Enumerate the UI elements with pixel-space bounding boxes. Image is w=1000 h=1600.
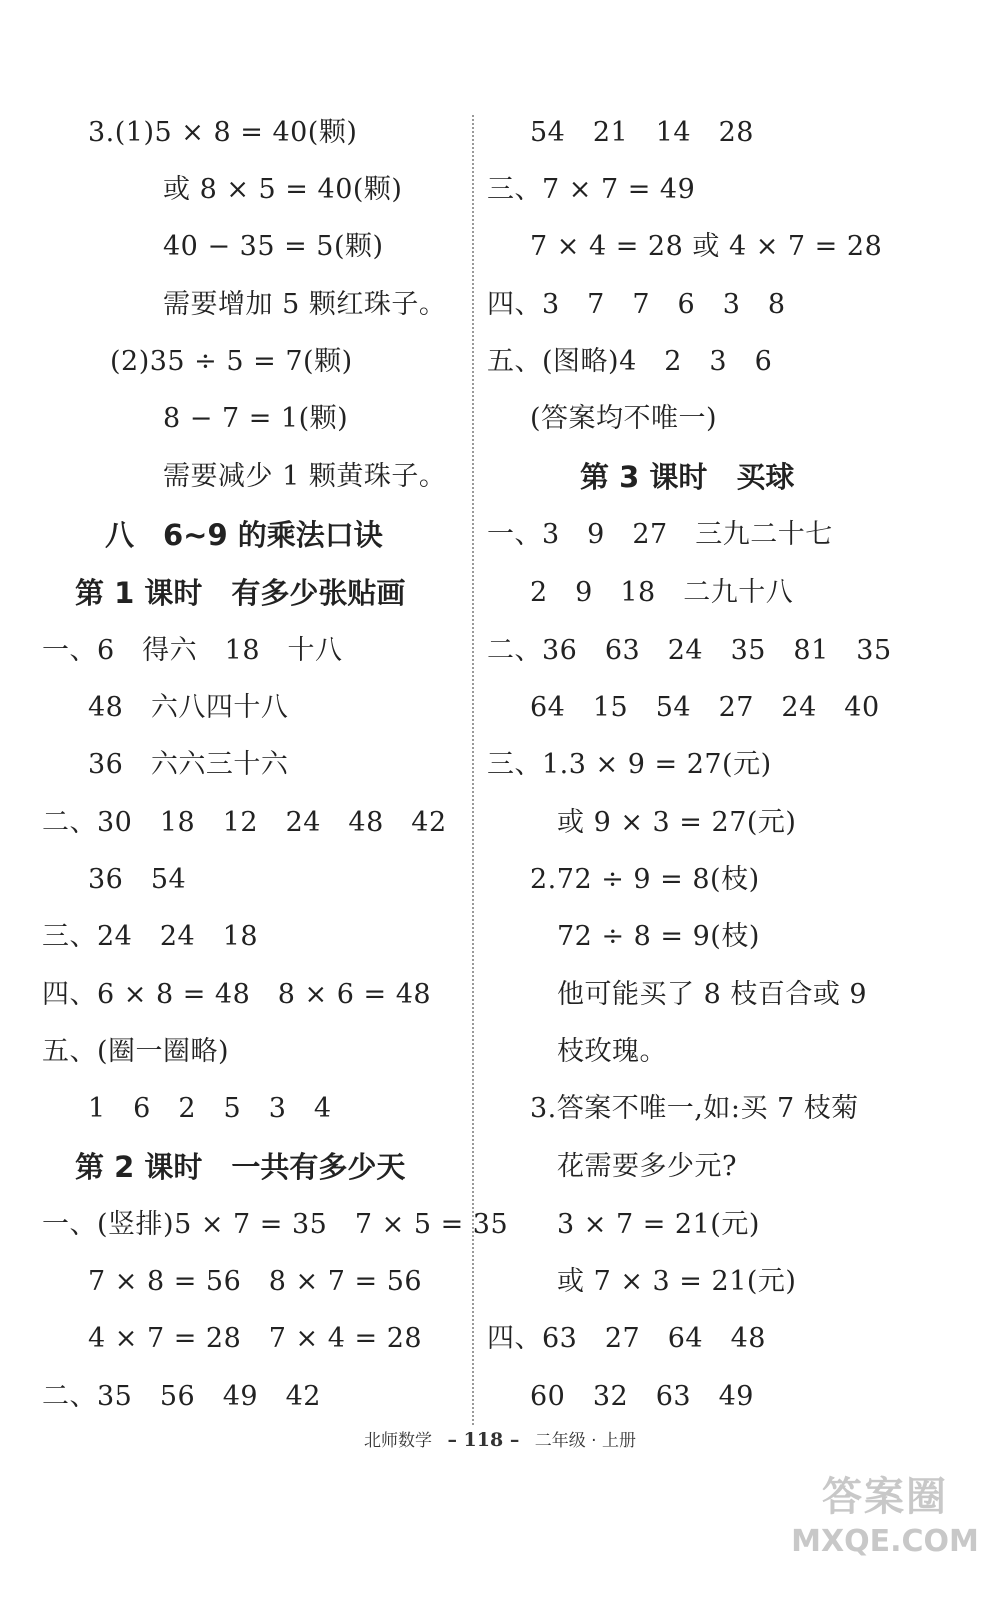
answer-line: 需要增加 5 颗红珠子。 xyxy=(163,289,447,320)
answer-line: 三、7 × 7 = 49 xyxy=(487,174,696,205)
answer-line: 枝玫瑰。 xyxy=(557,1036,667,1067)
answer-line: 或 7 × 3 = 21(元) xyxy=(557,1266,797,1297)
footer-grade: 二年级 · 上册 xyxy=(534,1431,636,1451)
answer-line: 他可能买了 8 枝百合或 9 xyxy=(557,979,868,1010)
answer-line: 3 × 7 = 21(元) xyxy=(557,1209,760,1240)
answer-line: 一、(竖排)5 × 7 = 35 7 × 5 = 35 xyxy=(42,1209,509,1240)
answer-line: 五、(圈一圈略) xyxy=(42,1036,230,1067)
lesson-heading: 第 3 课时 买球 xyxy=(580,460,795,494)
answer-line: 2 9 18 二九十八 xyxy=(530,577,794,608)
answer-line: 7 × 4 = 28 或 4 × 7 = 28 xyxy=(530,231,883,262)
answer-line: 48 六八四十八 xyxy=(88,692,289,723)
page-number: – 118 – xyxy=(447,1429,520,1451)
answer-line: 二、36 63 24 35 81 35 xyxy=(487,635,892,666)
answer-line: 4 × 7 = 28 7 × 4 = 28 xyxy=(88,1323,423,1354)
answer-line: 或 8 × 5 = 40(颗) xyxy=(163,174,403,205)
answer-line: 3.(1)5 × 8 = 40(颗) xyxy=(88,117,358,148)
answer-line: (2)35 ÷ 5 = 7(颗) xyxy=(110,346,353,377)
column-divider xyxy=(472,115,474,1425)
answer-line: 7 × 8 = 56 8 × 7 = 56 xyxy=(88,1266,423,1297)
watermark-url: MXQE.COM xyxy=(791,1524,979,1559)
answer-line: 36 54 xyxy=(88,864,187,895)
footer-subject: 北师数学 xyxy=(364,1431,433,1451)
unit-heading: 八 6~9 的乘法口诀 xyxy=(105,518,383,552)
answer-line: 四、6 × 8 = 48 8 × 6 = 48 xyxy=(42,979,432,1010)
answer-line: 一、3 9 27 三九二十七 xyxy=(487,519,833,550)
answer-line: 8 − 7 = 1(颗) xyxy=(163,403,349,434)
answer-line: 三、24 24 18 xyxy=(42,921,259,952)
answer-line: 54 21 14 28 xyxy=(530,117,754,148)
lesson-heading: 第 1 课时 有多少张贴画 xyxy=(75,576,406,610)
answer-line: (答案均不唯一) xyxy=(530,403,718,434)
answer-line: 72 ÷ 8 = 9(枝) xyxy=(557,921,760,952)
answer-line: 四、3 7 7 6 3 8 xyxy=(487,289,786,320)
answer-line: 40 − 35 = 5(颗) xyxy=(163,231,384,262)
watermark-logo-text: 答案圈 xyxy=(822,1474,948,1520)
answer-line: 三、1.3 × 9 = 27(元) xyxy=(487,749,772,780)
answer-line: 二、35 56 49 42 xyxy=(42,1381,321,1412)
answer-line: 64 15 54 27 24 40 xyxy=(530,692,880,723)
answer-line: 或 9 × 3 = 27(元) xyxy=(557,807,797,838)
answer-line: 四、63 27 64 48 xyxy=(487,1323,766,1354)
answer-line: 五、(图略)4 2 3 6 xyxy=(487,346,773,377)
watermark-logo xyxy=(790,1472,980,1582)
answer-line: 一、6 得六 18 十八 xyxy=(42,635,343,666)
answer-line: 60 32 63 49 xyxy=(530,1381,754,1412)
answer-line: 需要减少 1 颗黄珠子。 xyxy=(163,461,447,492)
lesson-heading: 第 2 课时 一共有多少天 xyxy=(75,1150,406,1184)
answer-line: 3.答案不唯一,如:买 7 枝菊 xyxy=(530,1093,859,1124)
answer-line: 36 六六三十六 xyxy=(88,749,289,780)
page-footer xyxy=(0,1426,1000,1451)
answer-line: 花需要多少元? xyxy=(557,1151,737,1182)
answer-line: 二、30 18 12 24 48 42 xyxy=(42,807,447,838)
answer-line: 2.72 ÷ 9 = 8(枝) xyxy=(530,864,760,895)
answer-line: 1 6 2 5 3 4 xyxy=(88,1093,332,1124)
